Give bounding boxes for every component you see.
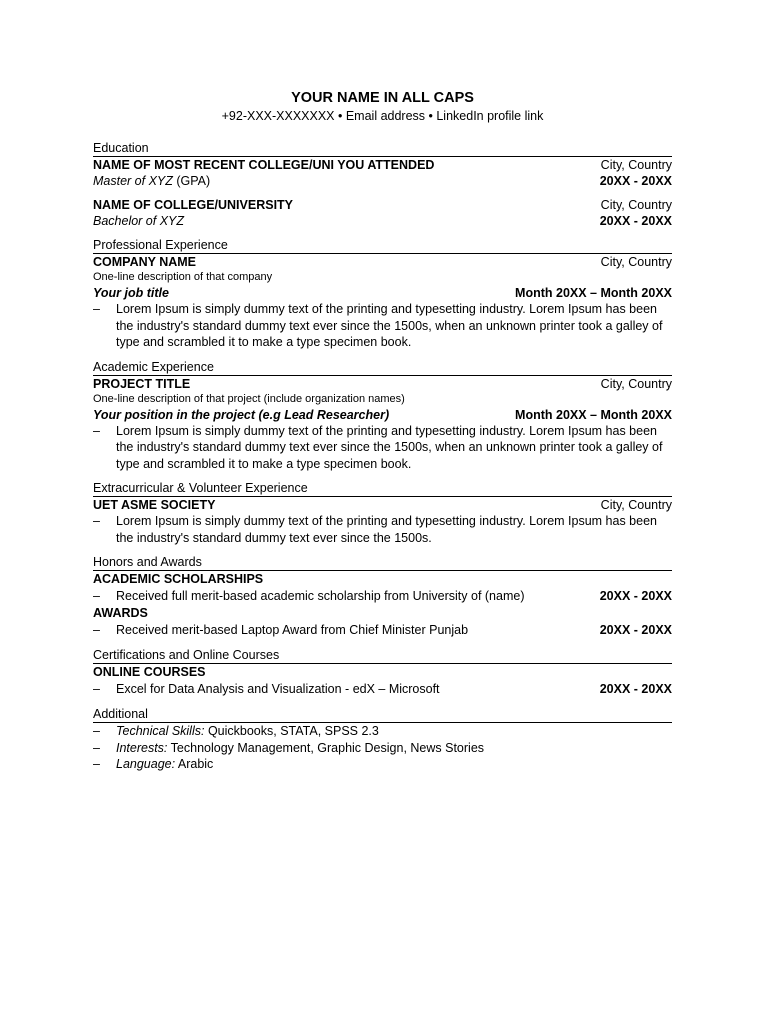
list-item xyxy=(93,681,672,698)
company-description: One-line description of that company xyxy=(93,271,273,283)
bullet-text: Lorem Ipsum is simply dummy text of the printing and typesetting industry. Lorem Ipsum has been the industry's standard dummy text ever since the 1500s. xyxy=(116,514,657,545)
academic-section xyxy=(93,359,672,473)
awards-heading: AWARDS xyxy=(93,606,148,620)
bullet-dash: – xyxy=(93,514,100,528)
item-value: Technology Management, Graphic Design, News Stories xyxy=(167,740,485,755)
bullet-dash: – xyxy=(93,740,100,755)
list-item xyxy=(93,588,672,605)
education-entry-header xyxy=(93,197,672,213)
item-label: Interests: xyxy=(116,740,168,755)
extracurricular-section xyxy=(93,480,672,546)
list-item xyxy=(93,513,672,546)
courses-heading: ONLINE COURSES xyxy=(93,665,206,679)
bullet-text: Lorem Ipsum is simply dummy text of the printing and typesetting industry. Lorem Ipsum has been the industry's standard dummy text ever since the 1500s, when an unknown printer took a galley of type and scrambled it to make a type specimen book. xyxy=(116,302,663,349)
item-value: Arabic xyxy=(175,757,214,771)
list-item xyxy=(93,723,672,740)
org-row xyxy=(93,497,672,513)
item-label: Technical Skills: xyxy=(116,724,205,738)
degree-line xyxy=(93,173,210,189)
bullet-text: Excel for Data Analysis and Visualization - edX – Microsoft xyxy=(116,682,440,696)
company-row xyxy=(93,254,672,270)
item-label: Language: xyxy=(116,757,176,771)
bullet-dash: – xyxy=(93,757,100,771)
professional-section xyxy=(93,237,672,351)
section-title-certifications: Certifications and Online Courses xyxy=(93,647,672,664)
scholarships-heading: ACADEMIC SCHOLARSHIPS xyxy=(93,572,264,586)
certifications-section xyxy=(93,647,672,698)
school-name: NAME OF MOST RECENT COLLEGE/UNI YOU ATTENDED xyxy=(93,158,435,172)
education-entry-header xyxy=(93,157,672,173)
project-row xyxy=(93,376,672,392)
bullet-dash: – xyxy=(93,302,100,316)
bullet-text: Lorem Ipsum is simply dummy text of the printing and typesetting industry. Lorem Ipsum has been the industry's standard dummy text ever since the 1500s, when an unknown printer took a galley of type and scrambled it to make a type specimen book. xyxy=(116,423,663,471)
contact-line: +92-XXX-XXXXXXX • Email address • LinkedIn profile link xyxy=(221,109,544,123)
org-name: UET ASME SOCIETY xyxy=(93,498,216,512)
school-location: City, Country xyxy=(600,158,672,172)
bullet-dash: – xyxy=(93,682,100,696)
degree-name: Bachelor of XYZ xyxy=(93,214,185,228)
bullet-dash: – xyxy=(93,724,100,738)
course-dates: 20XX - 20XX xyxy=(599,682,672,696)
resume-content xyxy=(93,88,672,773)
degree-name: Master of XYZ xyxy=(93,174,173,188)
section-title-academic: Academic Experience xyxy=(93,359,672,376)
bullet-dash: – xyxy=(93,423,100,438)
bullet-dash: – xyxy=(93,589,100,603)
list-item xyxy=(93,423,672,473)
education-dates: 20XX - 20XX xyxy=(599,214,672,228)
project-location: City, Country xyxy=(600,376,672,391)
project-title: PROJECT TITLE xyxy=(93,376,191,391)
list-item xyxy=(93,740,672,757)
job-dates: Month 20XX – Month 20XX xyxy=(515,286,672,300)
position-row xyxy=(93,407,672,423)
additional-section xyxy=(93,706,672,773)
section-title-additional: Additional xyxy=(93,706,672,723)
company-location: City, Country xyxy=(600,255,672,269)
section-title-professional: Professional Experience xyxy=(93,237,672,254)
education-section xyxy=(93,140,672,229)
education-dates: 20XX - 20XX xyxy=(599,174,672,188)
award-dates: 20XX - 20XX xyxy=(599,623,672,637)
project-position: Your position in the project (e.g Lead Researcher) xyxy=(93,407,390,422)
honors-section xyxy=(93,554,672,639)
bullet-text: Received full merit-based academic scholarship from University of (name) xyxy=(116,589,525,603)
list-item xyxy=(93,301,672,351)
job-title: Your job title xyxy=(93,286,169,300)
degree-gpa: (GPA) xyxy=(172,174,211,188)
project-dates: Month 20XX – Month 20XX xyxy=(515,407,672,422)
job-row xyxy=(93,285,672,301)
item-value: Quickbooks, STATA, SPSS 2.3 xyxy=(204,724,379,738)
school-location: City, Country xyxy=(600,198,672,212)
section-title-extracurricular: Extracurricular & Volunteer Experience xyxy=(93,480,672,497)
education-entry-detail xyxy=(93,213,672,229)
bullet-dash: – xyxy=(93,623,100,637)
school-name: NAME OF COLLEGE/UNIVERSITY xyxy=(93,198,294,212)
project-description: One-line description of that project (include organization names) xyxy=(93,392,405,405)
section-title-honors: Honors and Awards xyxy=(93,554,672,571)
scholarship-dates: 20XX - 20XX xyxy=(599,589,672,603)
education-entry-detail xyxy=(93,173,672,189)
list-item xyxy=(93,622,672,639)
company-name: COMPANY NAME xyxy=(93,255,197,269)
org-location: City, Country xyxy=(600,498,672,512)
candidate-name: YOUR NAME IN ALL CAPS xyxy=(291,90,474,106)
section-title-education: Education xyxy=(93,140,672,157)
list-item xyxy=(93,756,672,773)
bullet-text: Received merit-based Laptop Award from Chief Minister Punjab xyxy=(116,623,469,637)
